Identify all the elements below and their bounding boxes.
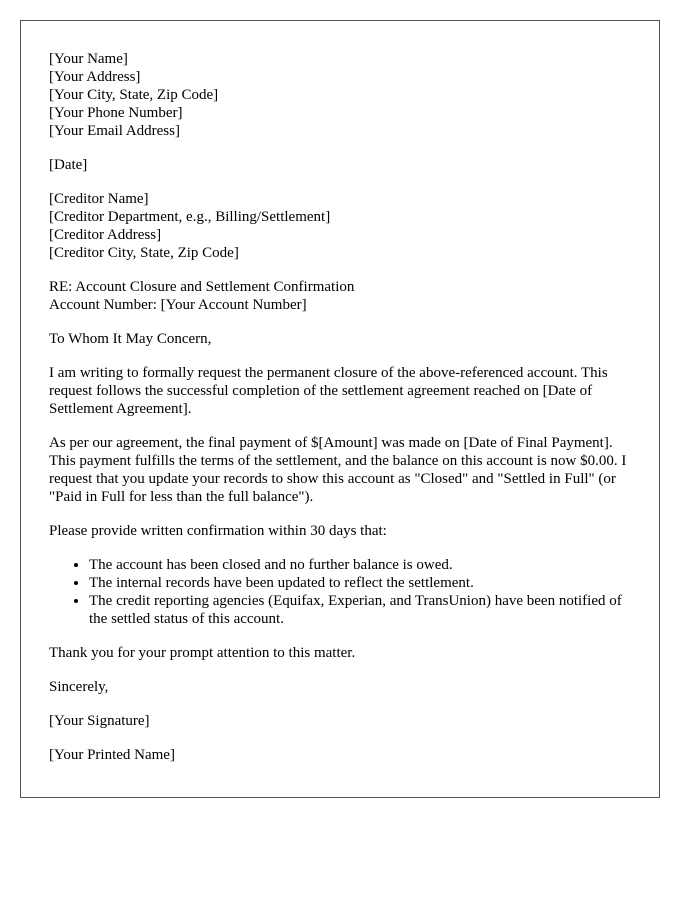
date-block	[49, 156, 631, 174]
creditor-city-state-zip: [Creditor City, State, Zip Code]	[49, 245, 239, 261]
list-item: • The internal records have been updated to reflect the settlement.	[89, 574, 631, 592]
body-paragraph-4: Thank you for your prompt attention to this matter.	[49, 645, 356, 661]
sign-off: Sincerely,	[49, 679, 109, 695]
sender-phone: [Your Phone Number]	[49, 105, 183, 121]
sender-block	[49, 50, 631, 140]
salutation: To Whom It May Concern,	[49, 331, 212, 347]
account-number-line: Account Number: [Your Account Number]	[49, 297, 307, 313]
creditor-name: [Creditor Name]	[49, 191, 149, 207]
signature-placeholder: [Your Signature]	[49, 713, 150, 729]
body-paragraph-1: I am writing to formally request the permanent closure of the above-referenced account. This request follows the successful completion of the settlement agreement reached on [Date of Settlement Agreement].	[49, 365, 608, 417]
sender-address: [Your Address]	[49, 69, 141, 85]
confirmation-list	[49, 556, 631, 628]
subject-block	[49, 278, 631, 314]
creditor-department: [Creditor Department, e.g., Billing/Settlement]	[49, 209, 331, 225]
creditor-address: [Creditor Address]	[49, 227, 162, 243]
body-paragraph-3: Please provide written confirmation within 30 days that:	[49, 523, 387, 539]
subject-line: RE: Account Closure and Settlement Confirmation	[49, 279, 355, 295]
letter-date: [Date]	[49, 157, 88, 173]
sender-email: [Your Email Address]	[49, 123, 180, 139]
sender-city-state-zip: [Your City, State, Zip Code]	[49, 87, 219, 103]
list-item: • The credit reporting agencies (Equifax, Experian, and TransUnion) have been notified of the settled status of this account.	[89, 592, 631, 628]
letter-page	[20, 20, 660, 798]
sender-name: [Your Name]	[49, 51, 128, 67]
printed-name: [Your Printed Name]	[49, 747, 175, 763]
list-item: • The account has been closed and no further balance is owed.	[89, 556, 631, 574]
creditor-block	[49, 190, 631, 262]
body-paragraph-2: As per our agreement, the final payment of $[Amount] was made on [Date of Final Payment]. This payment fulfills the terms of the settlement, and the balance on this account is now $0.00. I request that you update your records to show this account as "Closed" and "Settled in Full" (or "Paid in Full for less than the full balance").	[49, 435, 627, 505]
